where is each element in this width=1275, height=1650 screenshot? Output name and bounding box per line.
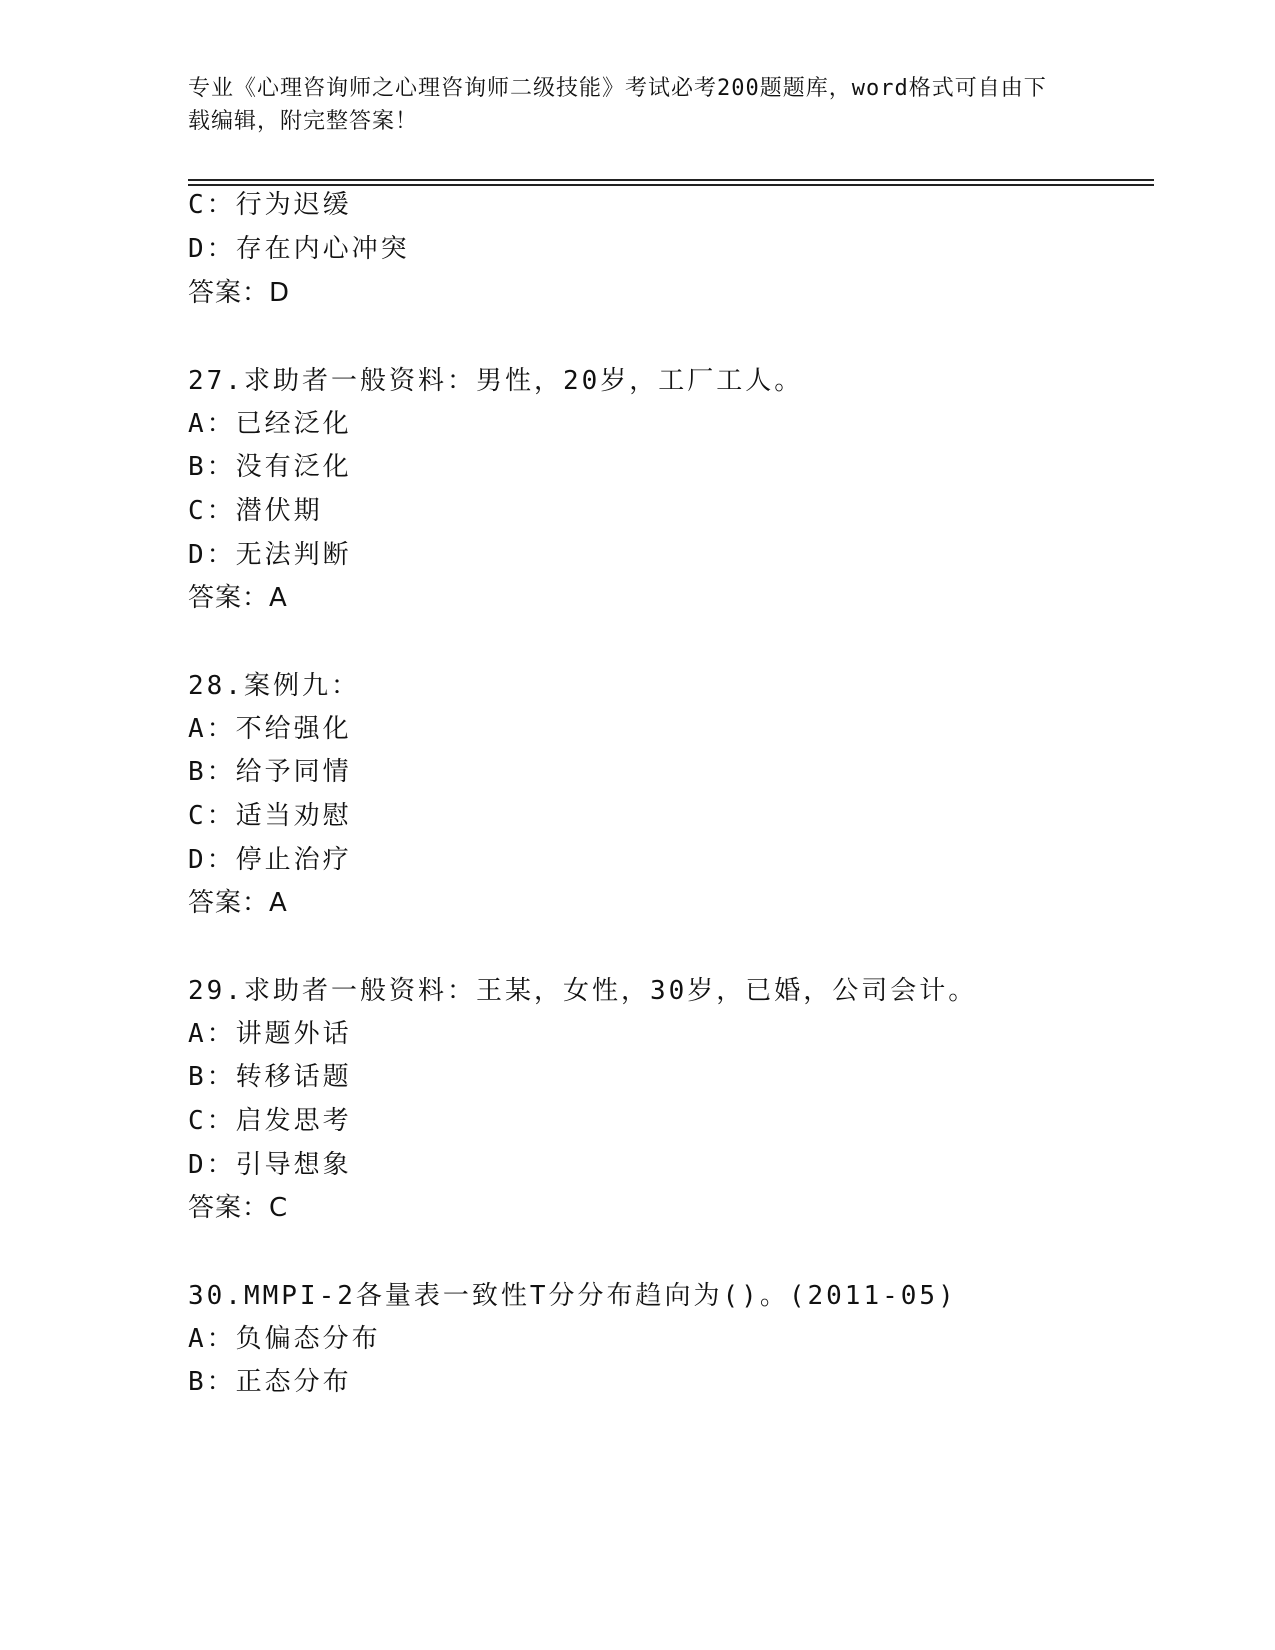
question-30-option-a: A：负偏态分布 [188,1324,381,1354]
question-29-option-a: A：讲题外话 [188,1019,352,1049]
question-29-stem: 29.求助者一般资料：王某，女性，30岁，已婚，公司会计。 [188,976,978,1006]
header-divider-top [188,179,1154,181]
question-29-option-c: C：启发思考 [188,1106,352,1136]
question-29-option-b: B：转移话题 [188,1062,352,1092]
document-header: 专业《心理咨询师之心理咨询师二级技能》考试必考200题题库，word格式可自由下载编辑，附完整答案！ [188,76,1047,134]
question-27-stem: 27.求助者一般资料：男性，20岁，工厂工人。 [188,366,804,396]
question-28-answer: 答案：A [188,888,288,918]
question-28-stem: 28.案例九： [188,671,360,701]
question-30-stem: 30.MMPI-2各量表一致性T分分布趋向为()。(2011-05) [188,1281,957,1311]
question-28-option-c: C：适当劝慰 [188,801,352,831]
question-27-option-d: D：无法判断 [188,540,352,570]
question-28-option-a: A：不给强化 [188,714,352,744]
header-divider-bottom [188,184,1154,186]
question-27-option-b: B：没有泛化 [188,452,352,482]
question-28-option-b: B：给予同情 [188,757,352,787]
question-27-answer: 答案：A [188,583,288,613]
question-29-option-d: D：引导想象 [188,1150,352,1180]
answer-line: 答案：D [188,278,291,308]
option-c: C：行为迟缓 [188,190,352,220]
question-27-option-a: A：已经泛化 [188,409,352,439]
option-d: D：存在内心冲突 [188,234,410,264]
question-28-option-d: D：停止治疗 [188,845,352,875]
question-29-answer: 答案：C [188,1193,289,1223]
question-27-option-c: C：潜伏期 [188,496,323,526]
question-30-option-b: B：正态分布 [188,1367,352,1397]
